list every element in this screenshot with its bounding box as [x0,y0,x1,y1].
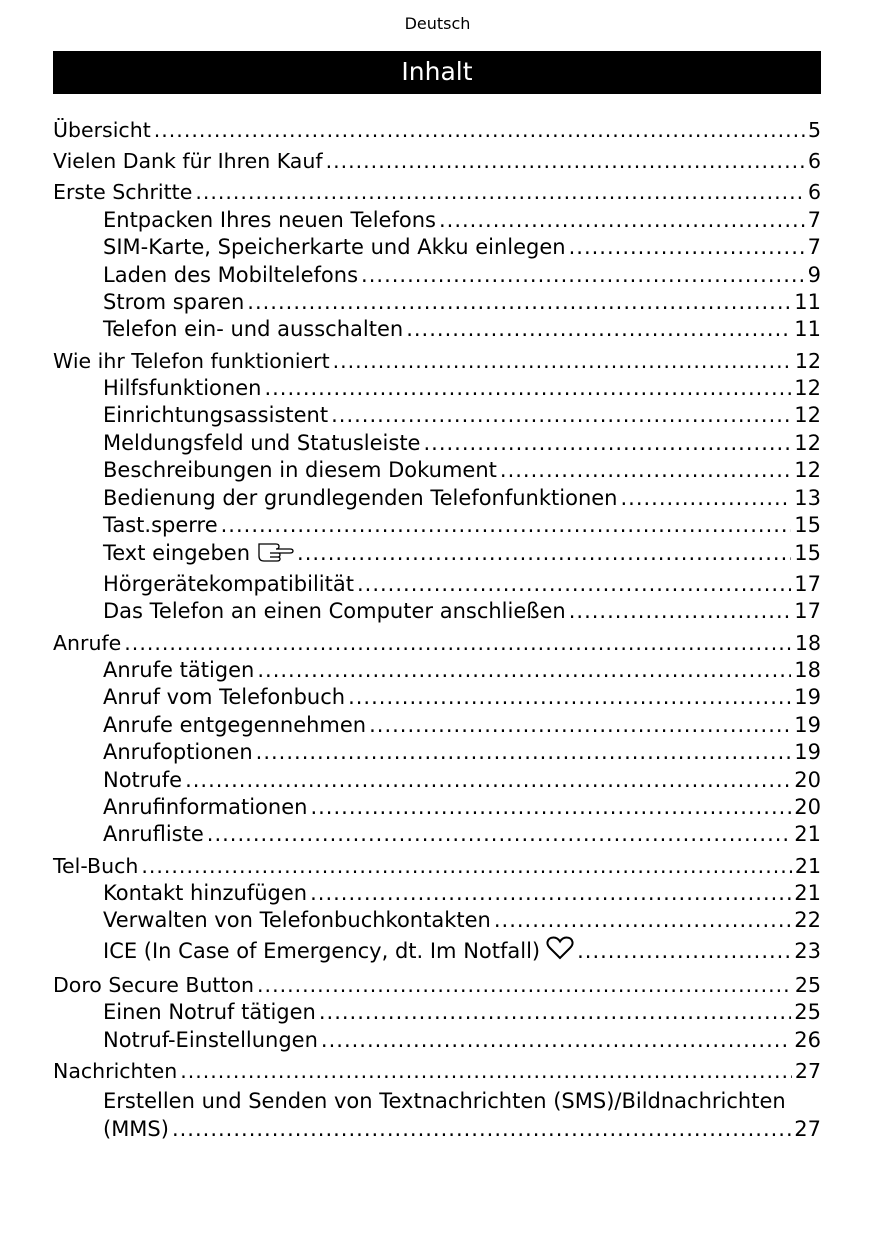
toc-entry-label-text: Laden des Mobiltelefons [103,262,359,287]
toc-section-entry[interactable] [53,657,821,684]
toc-page-number: 12 [794,430,821,455]
toc-page-number: 12 [794,348,821,373]
toc-entry-label-text: Entpacken Ihres neuen Telefons [103,207,436,232]
toc-dot-leader [154,117,805,144]
toc-entry-label-text: Hilfsfunktionen [103,376,262,401]
page-header-language: Deutsch [404,14,471,33]
toc-dot-leader [264,375,791,402]
toc-entry-label-text: Notrufe [103,767,183,792]
toc-section-entry[interactable] [53,430,821,457]
toc-dot-leader [124,630,792,657]
toc-section-entry[interactable] [53,485,821,512]
toc-page-number: 15 [794,541,821,566]
toc-page-number: 19 [794,712,821,737]
toc-dot-leader [247,289,791,316]
toc-section-entry[interactable] [53,539,821,570]
toc-entry-label [103,539,294,570]
pointing-hand-icon [256,539,294,570]
toc-dot-leader [357,571,791,598]
toc-page-number: 5 [807,118,821,142]
toc-entry-label-text: Tel-Buch [53,853,139,878]
toc-page-number: 26 [794,1027,821,1052]
toc-dot-leader [195,179,805,206]
toc-entry-label-text: Anrufliste [103,822,204,847]
toc-page-number: 11 [794,317,821,342]
toc-entry-label-text: Anrufinformationen [103,794,308,819]
toc-dot-leader [257,657,791,684]
toc-entry-label-text: Das Telefon an einen Computer anschließen [103,599,566,624]
toc-entry-label [103,794,307,821]
toc-section-entry[interactable] [53,739,821,766]
toc-entry-continuation [103,1116,821,1143]
toc-entry-label [53,117,151,144]
toc-dot-leader [185,767,791,794]
toc-entry-label [53,972,254,999]
toc-chapter-entry[interactable] [53,117,821,144]
toc-section-entry[interactable] [53,767,821,794]
toc-page-number: 7 [807,207,821,232]
toc-dot-leader [423,430,791,457]
toc-entry-label-text: Bedienung der grundlegenden Telefonfunktionen [103,485,618,510]
toc-dot-leader [439,207,805,234]
toc-section-entry[interactable] [53,457,821,484]
toc-dot-leader [319,999,791,1026]
toc-dot-leader [180,1058,792,1085]
toc-page-number: 18 [794,657,821,682]
toc-section-entry[interactable] [53,1088,821,1143]
toc-section-entry[interactable] [53,712,821,739]
toc-entry-label-text: SIM-Karte, Speicherkarte und Akku einlegen [103,235,566,260]
toc-entry-label-text: Anrufe tätigen [103,657,255,682]
toc-section-entry[interactable] [53,234,821,261]
toc-entry-label [53,179,192,206]
toc-entry-label [103,767,182,794]
toc-page-number: 13 [794,485,821,510]
toc-entry-label-text: Nachrichten [53,1058,178,1083]
toc-chapter-entry[interactable] [53,853,821,880]
toc-chapter-entry[interactable] [53,348,821,375]
toc-entry-label [103,935,574,968]
toc-entry-label-text: Text eingeben [103,541,251,566]
toc-entry-label-text: Strom sparen [103,290,245,315]
toc-entry-label [103,316,403,343]
toc-entry-label [103,880,307,907]
toc-section-entry[interactable] [53,794,821,821]
toc-page-number: 27 [794,1116,821,1141]
toc-dot-leader [321,1027,791,1054]
toc-page-number: 20 [794,794,821,819]
toc-dot-leader [297,540,791,567]
toc-page-number: 22 [794,908,821,933]
table-of-contents [53,117,821,1143]
toc-entry-label [53,1058,177,1085]
toc-page-number: 11 [794,290,821,315]
toc-section-entry[interactable] [53,821,821,848]
toc-entry-label-text: Erste Schritte [53,180,193,205]
toc-page-number: 15 [794,513,821,538]
toc-entry-label [53,348,330,375]
toc-entry-label-text: Anrufe entgegennehmen [103,712,367,737]
toc-section-entry[interactable] [53,402,821,429]
heart-icon [546,935,574,968]
toc-entry-label [103,430,420,457]
toc-entry-label-text: Kontakt hinzufügen [103,880,308,905]
toc-page-number: 21 [794,822,821,847]
toc-entry-label [103,289,244,316]
toc-entry-label: (MMS) [103,1116,169,1141]
toc-entry-label-text: Beschreibungen in diesem Dokument [103,458,497,483]
toc-section-entry[interactable] [53,907,821,934]
toc-dot-leader [310,794,791,821]
toc-dot-leader [620,485,791,512]
toc-section-entry[interactable] [53,598,821,625]
toc-entry-label-text: Einrichtungsassistent [103,403,329,428]
toc-page-number: 20 [794,767,821,792]
toc-section-entry[interactable] [53,999,821,1026]
toc-section-entry[interactable] [53,571,821,598]
toc-dot-leader [172,1116,791,1143]
toc-dot-leader [257,972,792,999]
toc-entry-label [103,712,366,739]
toc-entry-label [103,457,497,484]
toc-dot-leader [369,712,791,739]
toc-dot-leader [331,402,791,429]
toc-page-number: 7 [807,235,821,260]
toc-dot-leader [361,262,805,289]
toc-entry-label [103,207,436,234]
toc-section-entry[interactable] [53,512,821,539]
toc-dot-leader [569,234,805,261]
toc-entry-label [103,821,204,848]
toc-entry-label [53,630,121,657]
toc-page-number: 19 [794,740,821,765]
toc-entry-label-text: ICE (In Case of Emergency, dt. Im Notfall) [103,938,541,963]
toc-page-number: 12 [794,376,821,401]
toc-entry-label [53,148,323,175]
toc-entry-label: Erstellen und Senden von Textnachrichten (SMS)/Bildnachrichten [103,1089,786,1114]
page-title: Inhalt [53,51,821,94]
toc-entry-label [103,512,218,539]
toc-entry-label-text: Hörgerätekompatibilität [103,571,354,596]
toc-entry-label [103,598,566,625]
toc-entry-label-text: Doro Secure Button [53,972,255,997]
toc-page-number: 17 [794,571,821,596]
toc-page-number: 12 [794,403,821,428]
toc-entry-label [103,571,354,598]
toc-page-number: 9 [807,262,821,287]
toc-page-number: 18 [794,630,821,655]
toc-entry-label-text: Übersicht [53,118,151,142]
toc-section-entry[interactable] [53,684,821,711]
toc-entry-label-text: Meldungsfeld und Statusleiste [103,430,421,455]
toc-section-entry[interactable] [53,375,821,402]
toc-dot-leader [141,853,792,880]
toc-entry-label-text: Anruf vom Telefonbuch [103,685,346,710]
toc-chapter-entry[interactable] [53,148,821,175]
toc-entry-label-text: Verwalten von Telefonbuchkontakten [103,908,491,933]
toc-page-number: 23 [794,938,821,963]
toc-dot-leader [326,148,805,175]
toc-chapter-entry[interactable] [53,972,821,999]
toc-section-entry[interactable] [53,316,821,343]
toc-section-entry[interactable] [53,880,821,907]
toc-entry-label-text: Notruf-Einstellungen [103,1027,318,1052]
toc-entry-label [103,657,254,684]
toc-chapter-entry[interactable] [53,179,821,206]
toc-dot-leader [406,316,791,343]
toc-page-number: 17 [794,599,821,624]
toc-dot-leader [569,598,792,625]
toc-dot-leader [221,512,792,539]
toc-entry-label [103,375,261,402]
toc-dot-leader [348,684,791,711]
toc-entry-label-text: Anrufoptionen [103,740,253,765]
toc-dot-leader [207,821,791,848]
toc-page-number: 27 [794,1058,821,1083]
toc-entry-label [103,684,345,711]
toc-section-entry[interactable] [53,262,821,289]
toc-entry-label-text: Telefon ein- und ausschalten [103,317,404,342]
toc-dot-leader [500,457,791,484]
toc-section-entry[interactable] [53,1027,821,1054]
toc-page-number: 12 [794,458,821,483]
toc-dot-leader [494,907,791,934]
toc-dot-leader [256,739,792,766]
toc-page-number: 25 [794,1000,821,1025]
toc-entry-label-text: Anrufe [53,630,122,655]
toc-dot-leader [577,938,791,965]
toc-entry-label [53,853,138,880]
toc-page-number: 19 [794,685,821,710]
toc-entry-label [103,402,328,429]
toc-entry-label-text: Tast.sperre [103,513,218,538]
toc-dot-leader [333,348,792,375]
toc-chapter-entry[interactable] [53,630,821,657]
toc-section-entry[interactable] [53,935,821,968]
toc-page-number: 6 [807,149,821,174]
toc-entry-label [103,999,316,1026]
toc-entry-label [103,485,617,512]
toc-entry-label [103,907,491,934]
toc-chapter-entry[interactable] [53,1058,821,1085]
toc-entry-label-text: Vielen Dank für Ihren Kauf [53,149,323,174]
toc-entry-label [103,739,253,766]
toc-entry-label [103,1027,318,1054]
toc-page-number: 25 [794,972,821,997]
toc-entry-label [103,262,358,289]
toc-page-number: 21 [794,853,821,878]
toc-entry-label [103,234,566,261]
toc-dot-leader [310,880,791,907]
toc-section-entry[interactable] [53,289,821,316]
toc-page-number: 21 [794,880,821,905]
toc-entry-label-text: Wie ihr Telefon funktioniert [53,348,330,373]
toc-page-number: 6 [807,180,821,205]
toc-entry-label-text: Einen Notruf tätigen [103,1000,316,1025]
toc-section-entry[interactable] [53,207,821,234]
